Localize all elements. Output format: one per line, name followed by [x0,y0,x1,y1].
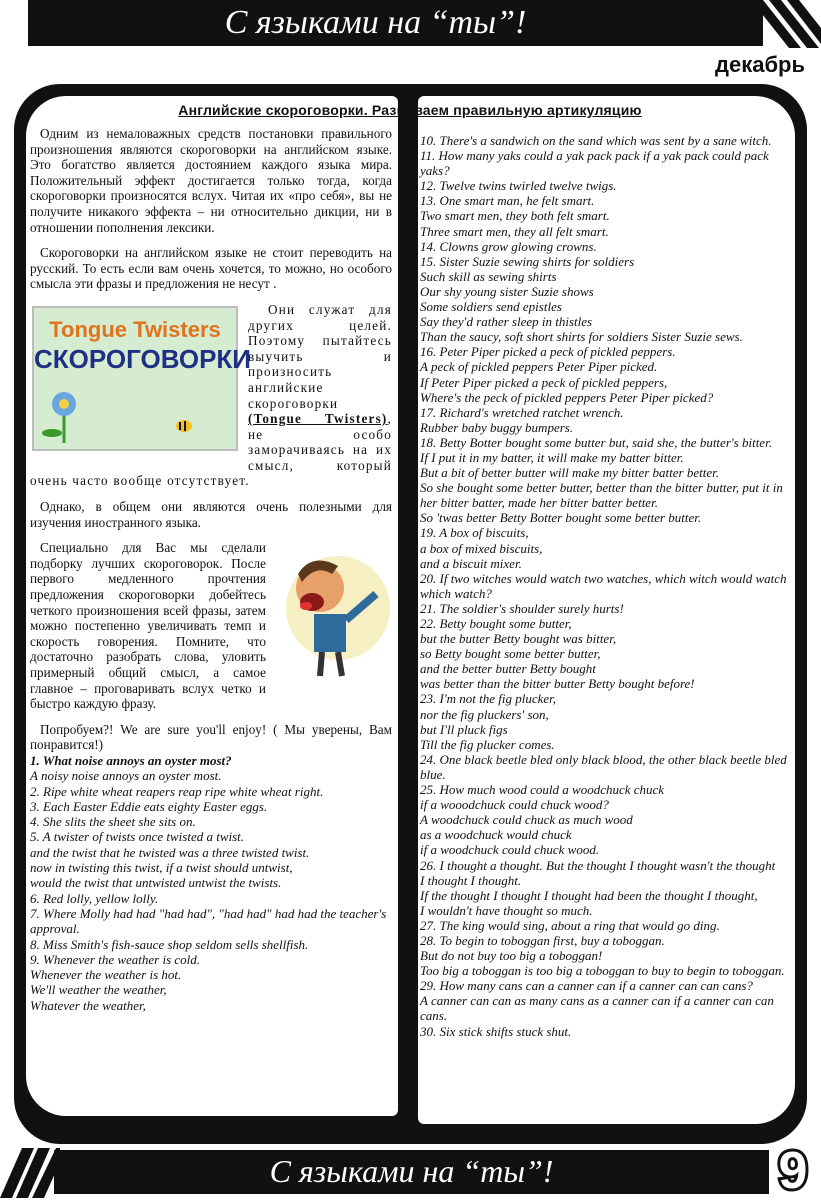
twister-line: 26. I thought a thought. But the thought I thought wasn't the thought [420,857,776,873]
twister-line: Rubber baby buggy bumpers. [420,419,574,435]
article-title: Английские скороговорки. Развиваем правильную артикуляцию [178,102,642,118]
twister-line: and the twist that he twisted was a three twisted twist. [30,844,310,860]
twister-line: but I'll pluck figs [420,721,508,737]
twister-line: 22. Betty bought some butter, [420,616,572,631]
twister-line: Two smart men, they both felt smart. [420,208,610,224]
paragraph-5: Специально для Вас мы сделали подборку лучших скороговорок. После первого медленного прочтения предложения скороговорки добейтесь четкого произношения всей фразы, затем можно постепенно увеличивать темп и скорость говорения. Помните, что достаточно разобрать слова, уловить примерный общий смысл, а самое главное – проговаривать вслух четко и быстро каждую фразу. [30,540,266,712]
image-text-en: Tongue Twisters [49,316,221,342]
twister-line: Too big a toboggan is too big a toboggan to buy to begin to toboggan. [420,963,785,979]
twister-line: 20. If two witches would watch two watches, which witch would watch which watch? [420,570,787,601]
twister-line: now in twisting this twist, if a twist should untwist, [30,860,293,876]
twister-line: if a wooodchuck could chuck wood? [420,797,609,813]
twister-line: Three smart men, they all felt smart. [420,223,609,239]
month-label: декабрь [715,52,805,77]
left-column [30,126,392,1013]
bottom-banner [54,1150,769,1194]
twister-line: 6. Red lolly, yellow lolly. [30,890,159,906]
twister-line: Than the saucy, soft short shirts for soldiers Sister Suzie sews. [420,329,743,345]
twister-line: 30. Six stick shifts stuck shut. [420,1023,572,1039]
twister-line: 8. Miss Smith's fish-sauce shop seldom sells shellfish. [30,936,309,952]
twister-line: was better than the bitter butter Betty bought before! [420,676,695,692]
image-text-ru: СКОРОГОВОРКИ [34,343,251,374]
twister-line: 17. Richard's wretched ratchet wrench. [420,404,624,420]
page-number [771,1140,815,1196]
twister-line: But do not buy too big a toboggan! [420,948,603,964]
twister-line: Whenever the weather is hot. [30,967,182,983]
twister-line: A canner can can as many cans as a canner can if a canner can can cans. [420,993,774,1024]
twister-line: 2. Ripe white wheat reapers reap ripe white wheat right. [30,783,324,799]
twister-line: A peck of pickled peppers Peter Piper picked. [420,359,658,375]
twister-line: 9. Whenever the weather is cold. [30,951,201,967]
twister-line: 3. Each Easter Eddie eats eighty Easter eggs. [30,798,268,814]
twister-list-left [30,753,392,1013]
twister-line: Say they'd rather sleep in thistles [420,314,593,330]
magazine-title: С языками на “ты”! [224,4,527,41]
twister-line: Our shy young sister Suzie shows [420,283,594,299]
twister-line: 11. How many yaks could a yak pack pack if a yak pack could pack yaks? [420,148,769,179]
twister-line: and the better butter Betty bought [420,661,596,677]
twister-line: Till the fig plucker comes. [420,736,555,752]
twister-line: 13. One smart man, he felt smart. [420,193,595,209]
twister-line: A woodchuck could chuck as much wood [420,812,633,828]
paragraph-6: Попробуем?! We are sure you'll enjoy! ( Мы уверены, Вам понравится!) [30,721,392,753]
tongue-twisters-image [30,306,251,456]
column-divider [399,240,417,1100]
twister-line: as a woodchuck would chuck [420,827,572,843]
twister-line: a box of mixed biscuits, [420,540,543,556]
svg-text:9: 9 [778,1142,808,1196]
footer-magazine-title: С языками на “ты”! [269,1153,554,1189]
twister-line: so Betty bought some better butter, [420,646,601,662]
twister-line: 10. There's a sandwich on the sand which was sent by a sane witch. [420,133,772,148]
corner-stripes-decoration [741,0,821,48]
twister-line: 23. I'm not the fig plucker, [420,691,557,707]
tongue-twisters-link: (Tongue Twisters) [248,411,388,427]
twister-line: Some soldiers send epistles [420,299,562,315]
twister-line: 18. Betty Botter bought some butter but, said she, the butter's bitter. [420,434,772,450]
twister-line: 1. What noise annoys an oyster most? [30,752,232,768]
twister-line: If I put it in my batter, it will make my batter bitter. [420,449,684,465]
shouting-man-icon [272,544,392,684]
twister-line: So 'twas better Betty Botter bought some better butter. [420,510,702,526]
paragraph-1: Одним из немаловажных средств постановки правильного произношения являются скороговорки на английском языке. Это богатство является достоянием каждого языка мира. Положительный эффект достигается только тогда, когда скороговорки произносятся вслух. Читая их «про себя», вы не получите никакого эффекта – ни относительно дикции, ни в отношении пополнения лексики. [30,126,392,235]
twister-line: if a woodchuck could chuck wood. [420,842,600,858]
twister-line: but the butter Betty bought was bitter, [420,631,617,647]
twister-line: 25. How much wood could a woodchuck chuck [420,782,665,798]
twister-line: If Peter Piper picked a peck of pickled peppers, [420,374,668,390]
twister-line: 14. Clowns grow glowing crowns. [420,238,597,254]
top-banner [28,0,763,46]
twister-line: But a bit of better butter will make my bitter batter better. [420,465,719,481]
right-column [420,133,788,1039]
twister-line: If the thought I thought I thought had been the thought I thought, [420,887,758,903]
twister-line: Such skill as sewing shirts [420,268,557,284]
twister-line: 19. A box of biscuits, [420,525,529,541]
twister-line: A noisy noise annoys an oyster most. [30,768,222,784]
flower-bee-icon [34,388,234,448]
twister-line: 29. How many cans can a canner can if a canner can can cans? [420,978,753,994]
paragraph-3: Они служат для других целей. Поэтому пытайтесь выучить и произносить английские скороговорки (Tongue Twisters), не особо заморачиваясь на их смысл, который очень часто вообще отсутствует. [30,301,392,489]
twister-line: Where's the peck of pickled peppers Peter Piper picked? [420,389,714,405]
twister-line: 12. Twelve twins twirled twelve twigs. [420,178,617,194]
twister-line: 27. The king would sing, about a ring that would go ding. [420,917,720,933]
twister-line: 21. The soldier's shoulder surely hurts! [420,600,624,616]
bottom-stripes-decoration [0,1148,60,1198]
twister-line: I thought I thought. [420,872,522,888]
twister-line: 28. To begin to toboggan first, buy a toboggan. [420,932,665,948]
twister-line: nor the fig pluckers' son, [420,706,549,722]
paragraph-2: Скороговорки на английском языке не стоит переводить на русский. То есть если вам очень хочется, то можно, но особого смысла эти фразы и предложения не несут . [30,245,392,292]
paragraph-4: Однако, в общем они являются очень полезными для изучения иностранного языка. [30,499,392,530]
twister-line: So she bought some better butter, better than the bitter butter, put it in her bitter batter, made her bitter batter better. [420,480,783,511]
twister-line: We'll weather the weather, [30,982,167,998]
shouting-man-image [272,544,392,684]
twister-line: 16. Peter Piper picked a peck of pickled peppers. [420,344,676,360]
twister-line: 7. Where Molly had had "had had", "had had" had had the teacher's approval. [30,905,387,937]
twister-line: 4. She slits the sheet she sits on. [30,814,196,830]
twister-line: 24. One black beetle bled only black blood, the other black beetle bled blue. [420,751,787,782]
twister-line: Whatever the weather, [30,997,146,1013]
twister-line: and a biscuit mixer. [420,555,522,571]
twister-line: 5. A twister of twists once twisted a twist. [30,829,245,845]
twister-line: 15. Sister Suzie sewing shirts for soldiers [420,253,635,269]
twister-line: would the twist that untwisted untwist the twists. [30,875,282,891]
twister-line: I wouldn't have thought so much. [420,902,593,918]
